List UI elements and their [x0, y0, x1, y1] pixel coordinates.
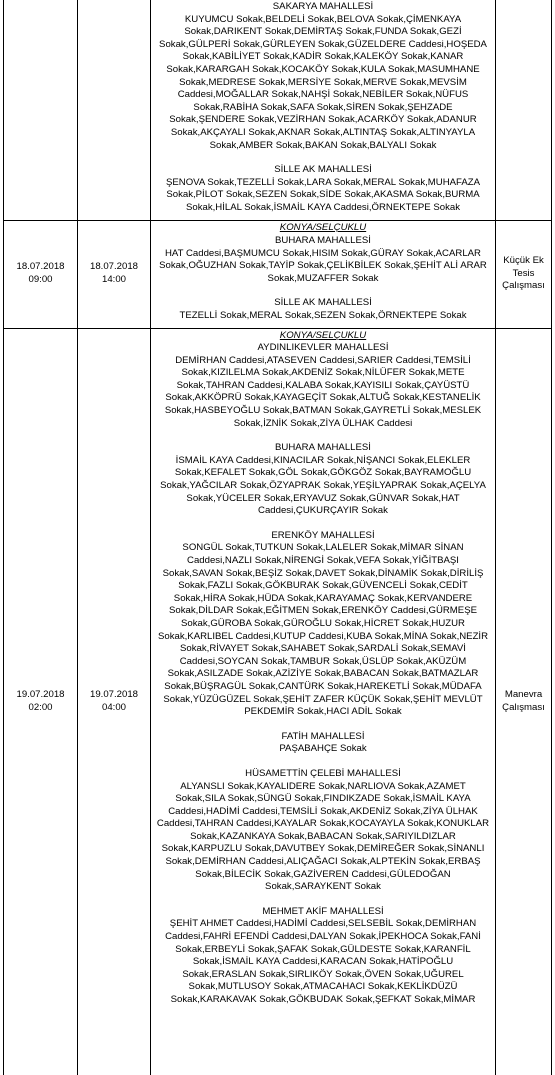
street-list: İSMAİL KAYA Caddesi,KINACILAR Sokak,NİŞANCI Sokak,ELEKLER Sokak,KEFALET Sokak,GÖL Sokak,GÖKGÖZ Sokak,BAYRAMOĞLU Sokak,YAĞCILAR Sokak,ÖZYAPRAK Sokak,YEŞİLYAPRAK Sokak,AÇELYA Sokak,YÜCELER Sokak,ERYAVUZ Sokak,GÜNVAR Sokak,HAT Caddesi,ÇUKURÇAYIR Sokak [160, 454, 486, 517]
location-cell [151, 220, 496, 328]
neighborhood-title: BUHARA MAHALLESİ [275, 235, 371, 247]
neighborhood-title: BUHARA MAHALLESİ [275, 442, 371, 454]
description-cell [496, 0, 552, 220]
neighborhood-title: ERENKÖY MAHALLESİ [271, 529, 375, 541]
table-row [4, 0, 552, 220]
street-list: HAT Caddesi,BAŞMUMCU Sokak,HISIM Sokak,GÜRAY Sokak,ACARLAR Sokak,OĞUZHAN Sokak,TAYİP Sokak,ÇELİKBİLEK Sokak,ŞEHİT ALİ ARAR Sokak,MUZAFFER Sokak [159, 247, 487, 284]
neighborhood-title: SAKARYA MAHALLESİ [272, 1, 374, 12]
start-datetime [4, 0, 78, 220]
start-datetime: 18.07.2018 09:00 [4, 220, 78, 328]
outage-table-body [4, 0, 552, 1075]
neighborhood-title: AYDINLIKEVLER MAHALLESİ [257, 342, 389, 354]
description-cell: Manevra Çalışması [496, 328, 552, 1075]
neighborhood-title: MEHMET AKİF MAHALLESİ [262, 905, 384, 917]
neighborhood-title: FATİH MAHALLESİ [281, 730, 365, 742]
street-list: ŞENOVA Sokak,TEZELLİ Sokak,LARA Sokak,MERAL Sokak,MUHAFAZA Sokak,PİLOT Sokak,SEZEN Sokak,SİDE Sokak,AKASMA Sokak,BURMA Sokak,HİLAL Sokak,İSMAİL KAYA Caddesi,ÖRNEKTEPE Sokak [165, 176, 481, 213]
description-cell: Küçük Ek Tesis Çalışması [496, 220, 552, 328]
neighborhood-title: HÜSAMETTİN ÇELEBİ MAHALLESİ [245, 767, 401, 779]
street-list: PAŞABAHÇE Sokak [279, 743, 367, 755]
table-row [4, 220, 552, 328]
region-label: KONYA/SELÇUKLU [279, 222, 367, 234]
street-list: DEMİRHAN Caddesi,ATASEVEN Caddesi,SARIER Caddesi,TEMSİLİ Sokak,KIZILELMA Sokak,AKDENİZ Sokak,NİLÜFER Sokak,METE Sokak,TAHRAN Caddesi,KALABA Sokak,KAYISILI Sokak,ÇAYÜSTÜ Sokak,AKKÖPRÜ Sokak,KAYAGEÇİT Sokak,ALTUĞ Sokak,KESTANELİK Sokak,HASBEYOĞLU Sokak,BATMAN Sokak,GAYRETLİ Sokak,MESLEK Sokak,İZNİK Sokak,ZİYA ÜLHAK Caddesi [164, 354, 482, 429]
start-datetime: 19.07.2018 02:00 [4, 328, 78, 1075]
location-cell [151, 328, 496, 1075]
end-datetime [78, 0, 151, 220]
end-datetime: 19.07.2018 04:00 [78, 328, 151, 1075]
neighborhood-title: SİLLE AK MAHALLESİ [274, 297, 372, 309]
street-list: ALYANSLI Sokak,KAYALIDERE Sokak,NARLIOVA Sokak,AZAMET Sokak,SILA Sokak,SÜNGÜ Sokak,FINDIKZADE Sokak,İSMAİL KAYA Caddesi,HADİMİ Caddesi,TEMSİLİ Sokak,AKDENİZ Sokak,ZİYA ÜLHAK Caddesi,TAHRAN Caddesi,KAYALAR Sokak,KOCAYAYLA Sokak,KONUKLAR Sokak,KAZANKAYA Sokak,BABACAN Sokak,SARIYILDIZLAR Sokak,KARPUZLU Sokak,DAVUTBEY Sokak,DEMİREĞER Sokak,SİNANLI Sokak,DEMİRHAN Caddesi,ALIÇAĞACI Sokak,ALPTEKİN Sokak,ERBAŞ Sokak,BİLECİK Sokak,GAZİVEREN Caddesi,GÜLEDOĞAN Sokak,SARAYKENT Sokak [156, 780, 490, 893]
outage-table [3, 0, 552, 1075]
street-list: KUYUMCU Sokak,BELDELİ Sokak,BELOVA Sokak,ÇİMENKAYA Sokak,DARIKENT Sokak,DEMİRTAŞ Sokak,FUNDA Sokak,GEZİ Sokak,GÜLPERİ Sokak,GÜRLEYEN Sokak,GÜZELDERE Caddesi,HOŞEDA Sokak,KABİLİYET Sokak,KADİR Sokak,KALEKÖY Sokak,KANAR Sokak,KARARGAH Sokak,KOCAKÖY Sokak,KULA Sokak,MASUMHANE Sokak,MEDRESE Sokak,MERSİYE Sokak,MERVE Sokak,MEVSİM Caddesi,MOĞALLAR Sokak,NAHŞİ Sokak,NEBİLER Sokak,NÜFUS Sokak,RABİHA Sokak,SAFA Sokak,SİREN Sokak,ŞEHZADE Sokak,ŞENDERE Sokak,VEZİRHAN Sokak,ACARKÖY Sokak,ADANUR Sokak,AKÇAYALI Sokak,AKNAR Sokak,ALTINTAŞ Sokak,ALTINYAYLA Sokak,AMBER Sokak,BAKAN Sokak,BALYALI Sokak [159, 13, 487, 151]
region-label: KONYA/SELÇUKLU [279, 329, 367, 341]
street-list: TEZELLİ Sokak,MERAL Sokak,SEZEN Sokak,ÖRNEKTEPE Sokak [179, 309, 467, 321]
street-list: SONGÜL Sokak,TUTKUN Sokak,LALELER Sokak,MİMAR SİNAN Caddesi,NAZLI Sokak,NİRENGİ Sokak,VEFA Sokak,YİĞİTBAŞI Sokak,SAVAN Sokak,BEŞİZ Sokak,DAVET Sokak,DİNAMİK Sokak,DİRİLİŞ Sokak,FAZLI Sokak,GÖKBURAK Sokak,GÜVENCELİ Sokak,CEDİT Sokak,HİRA Sokak,HÜDA Sokak,KARAYAMAÇ Sokak,KERVANDERE Sokak,DİLDAR Sokak,EĞİTMEN Sokak,ERENKÖY Caddesi,GÜRMEŞE Sokak,GÜROBA Sokak,GÜROĞLU Sokak,HİCRET Sokak,HUZUR Sokak,KARLIBEL Caddesi,KUTUP Caddesi,KUBA Sokak,MİNA Sokak,NEZİR Sokak,RİVAYET Sokak,SAHABET Sokak,SARDALİ Sokak,SEMAVİ Caddesi,SOYCAN Sokak,TAMBUR Sokak,ÜSLÜP Sokak,AKÜZÜM Sokak,ASILZADE Sokak,AZİZİYE Sokak,BABACAN Sokak,BATMAZLAR Sokak,BÜŞRAGÜL Sokak,CANTÜRK Sokak,HAREKETLİ Sokak,MÜDAFA Sokak,YÜZÜGÜZEL Sokak,ŞEHİT ZAFER KÜÇÜK Sokak,ŞEHİT MEVLÜT PEKDEMİR Sokak,HACI ADİL Sokak [157, 542, 489, 718]
location-cell [151, 0, 496, 220]
end-datetime: 18.07.2018 14:00 [78, 220, 151, 328]
street-list: ŞEHİT AHMET Caddesi,HADİMİ Caddesi,SELSEBİL Sokak,DEMİRHAN Caddesi,FAHRİ EFENDİ Caddesi,DALYAN Sokak,İPEKHOCA Sokak,FANİ Sokak,ERBEYLİ Sokak,ŞAFAK Sokak,GÜLDESTE Sokak,KARANFİL Sokak,İSMAİL KAYA Caddesi,KARACAN Sokak,HATİPOĞLU Sokak,ERASLAN Sokak,SIRLIKÖY Sokak,ÖVEN Sokak,UĞUREL Sokak,MUTLUSOY Sokak,ATMACAHACI Sokak,KEKLİKDÜZÜ Sokak,KARAKAVAK Sokak,GÖKBUDAK Sokak,ŞEFKAT Sokak,MİMAR [165, 918, 481, 1005]
table-row [4, 328, 552, 1075]
neighborhood-title: SİLLE AK MAHALLESİ [274, 164, 372, 176]
